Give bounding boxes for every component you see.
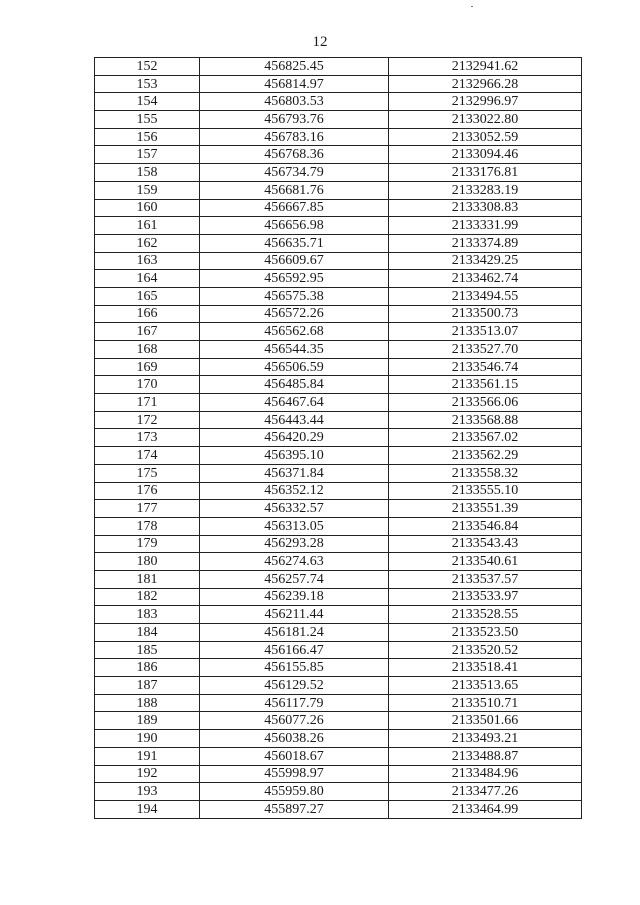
table-row (95, 800, 582, 818)
point-number-cell: 194 (95, 800, 200, 818)
x-coordinate-cell: 456768.36 (200, 146, 389, 164)
table-row (95, 287, 582, 305)
x-coordinate-cell: 456467.64 (200, 394, 389, 412)
point-number-cell: 170 (95, 376, 200, 394)
table-row (95, 500, 582, 518)
x-coordinate-cell: 456635.71 (200, 234, 389, 252)
point-number-cell: 180 (95, 553, 200, 571)
point-number-cell: 191 (95, 747, 200, 765)
x-coordinate-cell: 456506.59 (200, 358, 389, 376)
table-row (95, 252, 582, 270)
point-number-cell: 165 (95, 287, 200, 305)
table-row (95, 394, 582, 412)
point-number-cell: 163 (95, 252, 200, 270)
y-coordinate-cell: 2133551.39 (389, 500, 582, 518)
y-coordinate-cell: 2132966.28 (389, 75, 582, 93)
x-coordinate-cell: 456155.85 (200, 659, 389, 677)
x-coordinate-cell: 455897.27 (200, 800, 389, 818)
y-coordinate-cell: 2133477.26 (389, 783, 582, 801)
point-number-cell: 193 (95, 783, 200, 801)
point-number-cell: 169 (95, 358, 200, 376)
y-coordinate-cell: 2133527.70 (389, 341, 582, 359)
x-coordinate-cell: 455959.80 (200, 783, 389, 801)
point-number-cell: 192 (95, 765, 200, 783)
point-number-cell: 162 (95, 234, 200, 252)
x-coordinate-cell: 455998.97 (200, 765, 389, 783)
x-coordinate-cell: 456562.68 (200, 323, 389, 341)
point-number-cell: 156 (95, 128, 200, 146)
x-coordinate-cell: 456681.76 (200, 181, 389, 199)
y-coordinate-cell: 2133094.46 (389, 146, 582, 164)
point-number-cell: 175 (95, 464, 200, 482)
table-row (95, 606, 582, 624)
scan-mark (471, 6, 473, 7)
page-number: 12 (312, 34, 328, 50)
coordinates-table-body (95, 58, 582, 819)
x-coordinate-cell: 456038.26 (200, 730, 389, 748)
table-row (95, 570, 582, 588)
x-coordinate-cell: 456257.74 (200, 570, 389, 588)
x-coordinate-cell: 456592.95 (200, 270, 389, 288)
point-number-cell: 177 (95, 500, 200, 518)
table-row (95, 747, 582, 765)
y-coordinate-cell: 2133562.29 (389, 447, 582, 465)
point-number-cell: 159 (95, 181, 200, 199)
point-number-cell: 184 (95, 624, 200, 642)
x-coordinate-cell: 456117.79 (200, 694, 389, 712)
point-number-cell: 167 (95, 323, 200, 341)
table-row (95, 464, 582, 482)
x-coordinate-cell: 456395.10 (200, 447, 389, 465)
y-coordinate-cell: 2133331.99 (389, 217, 582, 235)
table-row (95, 659, 582, 677)
table-row (95, 553, 582, 571)
point-number-cell: 155 (95, 111, 200, 129)
table-row (95, 429, 582, 447)
x-coordinate-cell: 456544.35 (200, 341, 389, 359)
x-coordinate-cell: 456609.67 (200, 252, 389, 270)
y-coordinate-cell: 2133540.61 (389, 553, 582, 571)
point-number-cell: 176 (95, 482, 200, 500)
table-row (95, 588, 582, 606)
y-coordinate-cell: 2133464.99 (389, 800, 582, 818)
table-row (95, 730, 582, 748)
point-number-cell: 154 (95, 93, 200, 111)
table-row (95, 482, 582, 500)
x-coordinate-cell: 456793.76 (200, 111, 389, 129)
table-row (95, 181, 582, 199)
point-number-cell: 152 (95, 58, 200, 76)
y-coordinate-cell: 2133462.74 (389, 270, 582, 288)
table-row (95, 783, 582, 801)
x-coordinate-cell: 456783.16 (200, 128, 389, 146)
x-coordinate-cell: 456734.79 (200, 164, 389, 182)
point-number-cell: 187 (95, 677, 200, 695)
point-number-cell: 166 (95, 305, 200, 323)
point-number-cell: 161 (95, 217, 200, 235)
x-coordinate-cell: 456443.44 (200, 411, 389, 429)
y-coordinate-cell: 2133429.25 (389, 252, 582, 270)
y-coordinate-cell: 2133543.43 (389, 535, 582, 553)
point-number-cell: 188 (95, 694, 200, 712)
table-row (95, 712, 582, 730)
y-coordinate-cell: 2133176.81 (389, 164, 582, 182)
x-coordinate-cell: 456572.26 (200, 305, 389, 323)
y-coordinate-cell: 2133520.52 (389, 641, 582, 659)
y-coordinate-cell: 2133561.15 (389, 376, 582, 394)
table-row (95, 358, 582, 376)
x-coordinate-cell: 456211.44 (200, 606, 389, 624)
table-row (95, 765, 582, 783)
table-row (95, 341, 582, 359)
point-number-cell: 190 (95, 730, 200, 748)
point-number-cell: 183 (95, 606, 200, 624)
x-coordinate-cell: 456166.47 (200, 641, 389, 659)
y-coordinate-cell: 2133500.73 (389, 305, 582, 323)
point-number-cell: 181 (95, 570, 200, 588)
point-number-cell: 160 (95, 199, 200, 217)
x-coordinate-cell: 456274.63 (200, 553, 389, 571)
point-number-cell: 164 (95, 270, 200, 288)
x-coordinate-cell: 456077.26 (200, 712, 389, 730)
table-row (95, 217, 582, 235)
y-coordinate-cell: 2133555.10 (389, 482, 582, 500)
x-coordinate-cell: 456181.24 (200, 624, 389, 642)
point-number-cell: 186 (95, 659, 200, 677)
y-coordinate-cell: 2133523.50 (389, 624, 582, 642)
y-coordinate-cell: 2133022.80 (389, 111, 582, 129)
table-row (95, 376, 582, 394)
table-row (95, 694, 582, 712)
x-coordinate-cell: 456825.45 (200, 58, 389, 76)
y-coordinate-cell: 2133528.55 (389, 606, 582, 624)
x-coordinate-cell: 456667.85 (200, 199, 389, 217)
y-coordinate-cell: 2133308.83 (389, 199, 582, 217)
y-coordinate-cell: 2133283.19 (389, 181, 582, 199)
y-coordinate-cell: 2133488.87 (389, 747, 582, 765)
point-number-cell: 185 (95, 641, 200, 659)
table-row (95, 270, 582, 288)
x-coordinate-cell: 456420.29 (200, 429, 389, 447)
table-row (95, 677, 582, 695)
y-coordinate-cell: 2133533.97 (389, 588, 582, 606)
point-number-cell: 168 (95, 341, 200, 359)
table-row (95, 641, 582, 659)
y-coordinate-cell: 2133484.96 (389, 765, 582, 783)
point-number-cell: 182 (95, 588, 200, 606)
table-row (95, 75, 582, 93)
y-coordinate-cell: 2133052.59 (389, 128, 582, 146)
point-number-cell: 153 (95, 75, 200, 93)
y-coordinate-cell: 2133510.71 (389, 694, 582, 712)
table-row (95, 164, 582, 182)
y-coordinate-cell: 2133374.89 (389, 234, 582, 252)
table-row (95, 535, 582, 553)
point-number-cell: 173 (95, 429, 200, 447)
x-coordinate-cell: 456485.84 (200, 376, 389, 394)
point-number-cell: 174 (95, 447, 200, 465)
y-coordinate-cell: 2133494.55 (389, 287, 582, 305)
y-coordinate-cell: 2133568.88 (389, 411, 582, 429)
table-row (95, 199, 582, 217)
y-coordinate-cell: 2133518.41 (389, 659, 582, 677)
y-coordinate-cell: 2133558.32 (389, 464, 582, 482)
table-row (95, 234, 582, 252)
x-coordinate-cell: 456239.18 (200, 588, 389, 606)
y-coordinate-cell: 2133546.74 (389, 358, 582, 376)
x-coordinate-cell: 456293.28 (200, 535, 389, 553)
x-coordinate-cell: 456332.57 (200, 500, 389, 518)
y-coordinate-cell: 2133513.65 (389, 677, 582, 695)
table-row (95, 305, 582, 323)
point-number-cell: 171 (95, 394, 200, 412)
point-number-cell: 179 (95, 535, 200, 553)
table-row (95, 323, 582, 341)
y-coordinate-cell: 2132941.62 (389, 58, 582, 76)
table-row (95, 128, 582, 146)
x-coordinate-cell: 456352.12 (200, 482, 389, 500)
x-coordinate-cell: 456814.97 (200, 75, 389, 93)
x-coordinate-cell: 456575.38 (200, 287, 389, 305)
x-coordinate-cell: 456803.53 (200, 93, 389, 111)
x-coordinate-cell: 456129.52 (200, 677, 389, 695)
y-coordinate-cell: 2133513.07 (389, 323, 582, 341)
table-row (95, 624, 582, 642)
y-coordinate-cell: 2133493.21 (389, 730, 582, 748)
point-number-cell: 189 (95, 712, 200, 730)
point-number-cell: 157 (95, 146, 200, 164)
y-coordinate-cell: 2133501.66 (389, 712, 582, 730)
y-coordinate-cell: 2132996.97 (389, 93, 582, 111)
y-coordinate-cell: 2133566.06 (389, 394, 582, 412)
y-coordinate-cell: 2133537.57 (389, 570, 582, 588)
y-coordinate-cell: 2133567.02 (389, 429, 582, 447)
point-number-cell: 172 (95, 411, 200, 429)
table-row (95, 111, 582, 129)
point-number-cell: 178 (95, 517, 200, 535)
table-row (95, 447, 582, 465)
table-row (95, 411, 582, 429)
x-coordinate-cell: 456313.05 (200, 517, 389, 535)
x-coordinate-cell: 456656.98 (200, 217, 389, 235)
table-row (95, 146, 582, 164)
coordinates-table (94, 57, 582, 819)
table-row (95, 58, 582, 76)
y-coordinate-cell: 2133546.84 (389, 517, 582, 535)
x-coordinate-cell: 456018.67 (200, 747, 389, 765)
table-row (95, 517, 582, 535)
point-number-cell: 158 (95, 164, 200, 182)
x-coordinate-cell: 456371.84 (200, 464, 389, 482)
table-row (95, 93, 582, 111)
